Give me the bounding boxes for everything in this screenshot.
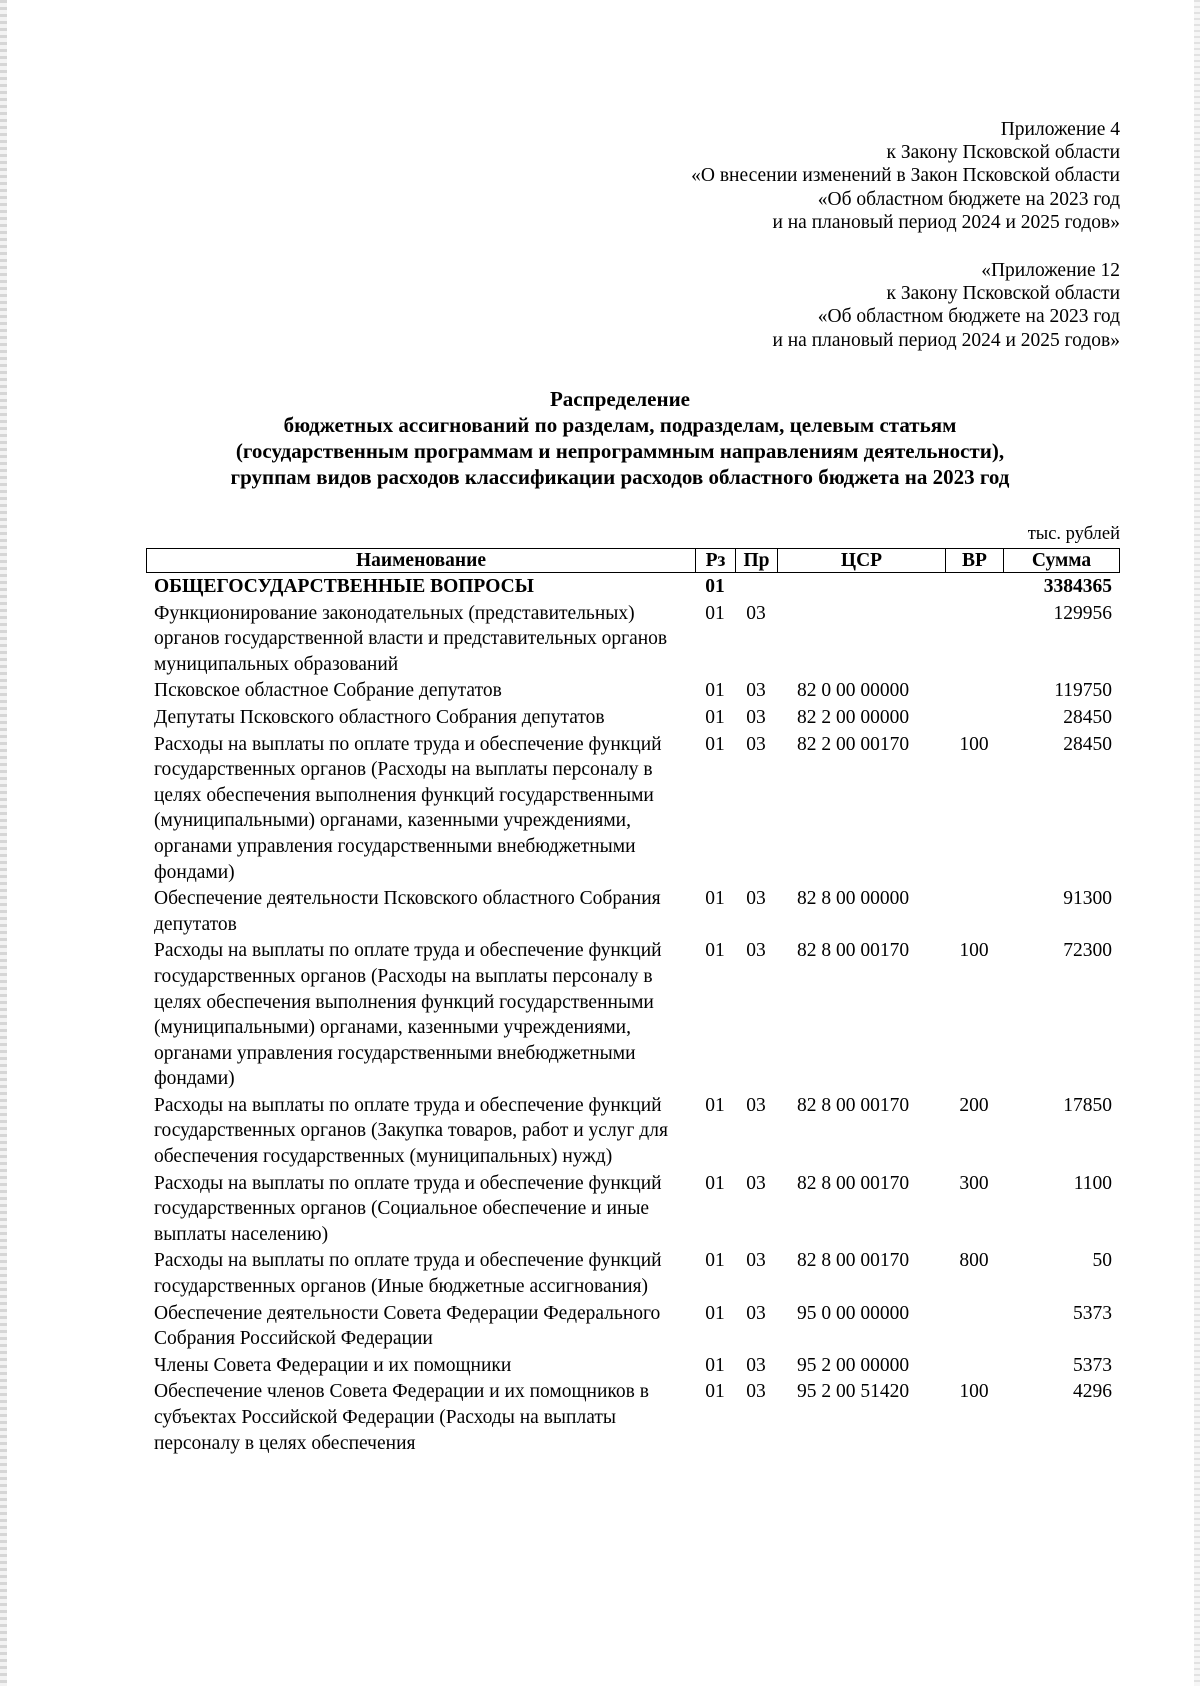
- cell-pr: [735, 573, 777, 600]
- cell-csr: 95 2 00 00000: [797, 1354, 910, 1376]
- cell-name: Обеспечение деятельности Совета Федерации Федерального Собрания Российской Федерации: [154, 1302, 661, 1350]
- cell-pr: 03: [746, 1172, 766, 1194]
- cell-csr: 95 2 00 51420: [797, 1381, 910, 1403]
- header-sum: Сумма: [1003, 548, 1120, 573]
- cell-rz: 01: [705, 888, 725, 910]
- cell-pr: 03: [746, 1381, 766, 1403]
- cell-rz: 01: [705, 576, 725, 597]
- cell-pr: 03: [746, 602, 766, 624]
- cell-name: Депутаты Псковского областного Собрания депутатов: [154, 706, 605, 728]
- cell-vr: [945, 885, 1003, 937]
- cell-sum: 4296: [1073, 1381, 1112, 1403]
- cell-rz: 01: [705, 1094, 725, 1116]
- cell-rz: 01: [705, 706, 725, 728]
- cell-pr: 03: [746, 1302, 766, 1324]
- table-row: [146, 704, 1120, 731]
- cell-sum: 119750: [1054, 680, 1112, 702]
- cell-vr: [945, 1300, 1003, 1352]
- cell-name: Расходы на выплаты по оплате труда и обеспечение функций государственных органов (Закупка товаров, работ и услуг для обеспечения государственных (муниципальных) нужд): [154, 1094, 668, 1168]
- appendix-2-line: «Приложение 12: [981, 260, 1120, 281]
- cell-csr: 82 2 00 00000: [797, 706, 910, 728]
- cell-vr: 100: [959, 733, 989, 755]
- cell-vr: [945, 1352, 1003, 1379]
- cell-vr: 100: [959, 1381, 989, 1403]
- cell-rz: 01: [705, 940, 725, 962]
- header-vr: ВР: [945, 548, 1003, 573]
- cell-pr: 03: [746, 733, 766, 755]
- table-row: [146, 1247, 1120, 1299]
- cell-vr: [945, 704, 1003, 731]
- cell-rz: 01: [705, 1381, 725, 1403]
- scan-edge-right: [1194, 0, 1200, 1686]
- cell-name: Обеспечение деятельности Псковского областного Собрания депутатов: [154, 888, 661, 935]
- cell-sum: 17850: [1063, 1094, 1112, 1116]
- budget-table: [146, 548, 1120, 1456]
- table-row: [146, 573, 1120, 600]
- cell-pr: 03: [746, 1354, 766, 1376]
- cell-pr: 03: [746, 888, 766, 910]
- cell-rz: 01: [705, 733, 725, 755]
- cell-csr: 82 8 00 00170: [797, 940, 910, 962]
- cell-pr: 03: [746, 1094, 766, 1116]
- cell-sum: 50: [1092, 1250, 1112, 1272]
- cell-vr: 200: [959, 1094, 989, 1116]
- cell-csr: 82 8 00 00170: [797, 1250, 910, 1272]
- header-pr: Пр: [735, 548, 777, 573]
- cell-csr: 82 0 00 00000: [797, 680, 910, 702]
- cell-rz: 01: [705, 602, 725, 624]
- header-csr: ЦСР: [777, 548, 945, 573]
- cell-csr: [777, 600, 945, 678]
- document-title: [140, 386, 1100, 490]
- cell-name: Обеспечение членов Совета Федерации и их помощников в субъектах Российской Федерации (Расходы на выплаты персоналу в целях обеспечения: [154, 1381, 649, 1454]
- cell-sum: 28450: [1063, 706, 1112, 728]
- appendix-1-line: к Закону Псковской области: [886, 142, 1120, 164]
- header-name: Наименование: [146, 548, 695, 573]
- appendix-1-line: «Об областном бюджете на 2023 год: [817, 188, 1120, 210]
- cell-rz: 01: [705, 1172, 725, 1194]
- appendix-2-line: к Закону Псковской области: [886, 283, 1120, 305]
- cell-csr: 82 8 00 00000: [797, 888, 910, 910]
- cell-pr: 03: [746, 680, 766, 702]
- appendix-2-line: «Об областном бюджете на 2023 год: [817, 306, 1120, 328]
- cell-csr: 82 8 00 00170: [797, 1172, 910, 1194]
- cell-vr: [945, 677, 1003, 704]
- cell-rz: 01: [705, 1302, 725, 1324]
- appendix-header-2: [772, 259, 1120, 352]
- cell-pr: 03: [746, 940, 766, 962]
- table-row: [146, 1352, 1120, 1379]
- table-row: [146, 1092, 1120, 1170]
- header-rz: Рз: [695, 548, 735, 573]
- cell-name: ОБЩЕГОСУДАРСТВЕННЫЕ ВОПРОСЫ: [154, 576, 534, 597]
- cell-rz: 01: [705, 680, 725, 702]
- cell-sum: 1100: [1073, 1172, 1112, 1194]
- cell-sum: 3384365: [1043, 576, 1112, 597]
- cell-name: Функционирование законодательных (представительных) органов государственной власти и представительных органов муниципальных образований: [154, 602, 668, 675]
- title-line: группам видов расходов классификации расходов областного бюджета на 2023 год: [230, 465, 1010, 489]
- appendix-1-line: и на плановый период 2024 и 2025 годов»: [772, 211, 1120, 233]
- cell-sum: 28450: [1063, 733, 1112, 755]
- appendix-header-1: [691, 118, 1120, 234]
- cell-vr: 100: [959, 940, 989, 962]
- cell-sum: 91300: [1063, 888, 1112, 910]
- cell-name: Расходы на выплаты по оплате труда и обеспечение функций государственных органов (Иные бюджетные ассигнования): [154, 1250, 662, 1298]
- table-row: [146, 677, 1120, 704]
- cell-sum: 5373: [1073, 1354, 1112, 1376]
- cell-pr: 03: [746, 706, 766, 728]
- cell-name: Псковское областное Собрание депутатов: [154, 680, 502, 702]
- title-line: Распределение: [549, 387, 691, 411]
- units-label: тыс. рублей: [1027, 524, 1120, 544]
- table-header-row: [146, 548, 1120, 573]
- appendix-2-line: и на плановый период 2024 и 2025 годов»: [772, 329, 1120, 351]
- cell-name: Расходы на выплаты по оплате труда и обеспечение функций государственных органов (Расходы на выплаты персоналу в целях обеспечения выполнения функций государственными (муниципальными) органами, казенными учреждениями, органами управления государственными внебюджетными фондами): [154, 733, 662, 883]
- cell-csr: 82 8 00 00170: [797, 1094, 910, 1116]
- appendix-1-line: «О внесении изменений в Закон Псковской области: [691, 165, 1120, 187]
- table-row: [146, 1300, 1120, 1352]
- cell-sum: 129956: [1053, 602, 1112, 624]
- table-row: [146, 600, 1120, 678]
- cell-name: Расходы на выплаты по оплате труда и обеспечение функций государственных органов (Социальное обеспечение и иные выплаты населению): [154, 1172, 662, 1245]
- table-row: [146, 731, 1120, 886]
- cell-vr: [945, 573, 1003, 600]
- appendix-1-line: Приложение 4: [1000, 119, 1120, 140]
- table-row: [146, 885, 1120, 937]
- cell-pr: 03: [746, 1250, 766, 1272]
- cell-csr: 82 2 00 00170: [797, 733, 910, 755]
- cell-sum: 72300: [1063, 940, 1112, 962]
- title-line: (государственным программам и непрограммным направлениям деятельности),: [235, 439, 1005, 463]
- table-body: [146, 573, 1120, 1456]
- table-row: [146, 1170, 1120, 1248]
- table-row: [146, 937, 1120, 1092]
- cell-sum: 5373: [1073, 1302, 1112, 1324]
- cell-csr: 95 0 00 00000: [797, 1302, 910, 1324]
- table-row: [146, 1378, 1120, 1456]
- scan-edge-left: [0, 0, 7, 1686]
- cell-vr: 800: [959, 1250, 989, 1272]
- cell-rz: 01: [705, 1354, 725, 1376]
- cell-vr: 300: [959, 1172, 989, 1194]
- title-line: бюджетных ассигнований по разделам, подразделам, целевым статьям: [283, 413, 957, 437]
- cell-name: Члены Совета Федерации и их помощники: [154, 1354, 512, 1376]
- cell-rz: 01: [705, 1250, 725, 1272]
- cell-vr: [945, 600, 1003, 678]
- cell-name: Расходы на выплаты по оплате труда и обеспечение функций государственных органов (Расходы на выплаты персоналу в целях обеспечения выполнения функций государственными (муниципальными) органами, казенными учреждениями, органами управления государственными внебюджетными фондами): [154, 940, 662, 1090]
- cell-csr: [777, 573, 945, 600]
